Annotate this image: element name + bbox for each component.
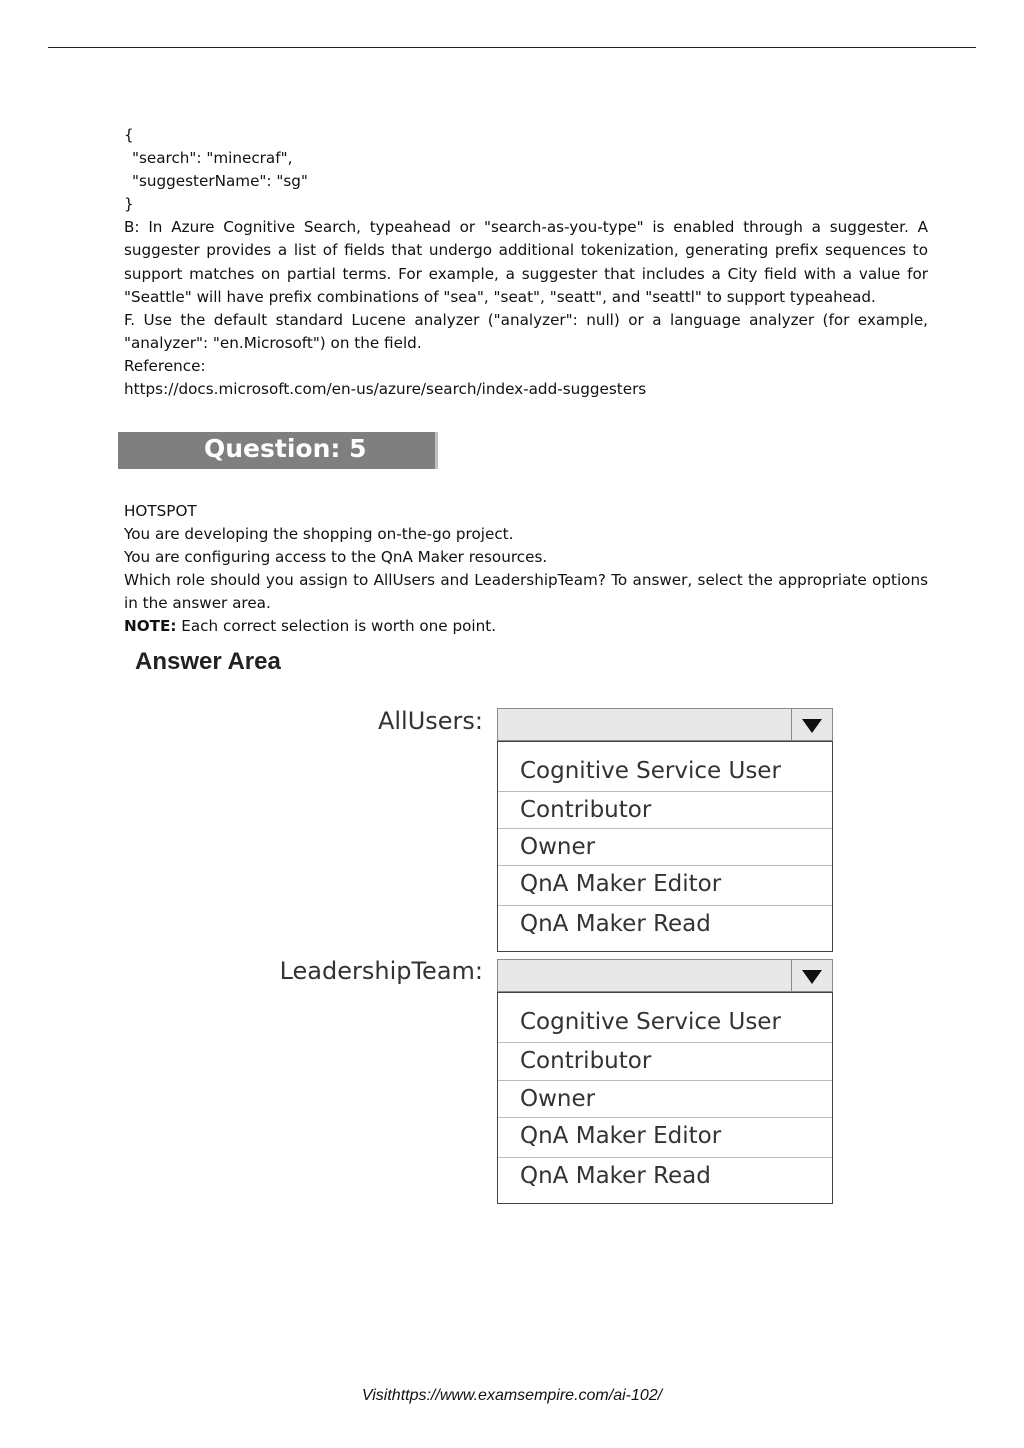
allusers-option[interactable]: Owner	[498, 829, 832, 866]
question-line: You are configuring access to the QnA Maker resources.	[124, 548, 548, 567]
allusers-option[interactable]: Cognitive Service User	[498, 742, 832, 792]
question-prompt: Which role should you assign to AllUsers and LeadershipTeam? To answer, select the appropriate options in the answer area.	[124, 571, 928, 613]
code-line: {	[124, 126, 134, 144]
leadershipteam-dropdown[interactable]	[497, 959, 833, 992]
chevron-down-icon[interactable]	[791, 709, 832, 740]
explanation-paragraph-f: F. Use the default standard Lucene analyzer ("analyzer": null) or a language analyzer (for example, "analyzer": "en.Microsoft") on the field.	[124, 310, 928, 352]
leadershipteam-option[interactable]: Cognitive Service User	[498, 993, 832, 1043]
allusers-options	[497, 741, 833, 952]
question-banner	[118, 432, 438, 469]
allusers-label: AllUsers:	[377, 707, 483, 735]
note-label: NOTE:	[124, 617, 177, 636]
allusers-option[interactable]: QnA Maker Editor	[498, 866, 832, 906]
answer-area-title: Answer Area	[135, 648, 281, 675]
header-rule	[48, 47, 976, 48]
allusers-option[interactable]: Contributor	[498, 792, 832, 829]
code-line: }	[124, 195, 134, 214]
reference-label: Reference:	[124, 356, 206, 375]
previous-answer-explanation	[124, 124, 928, 401]
leadershipteam-label: LeadershipTeam:	[279, 957, 483, 985]
leadershipteam-option[interactable]: Owner	[498, 1081, 832, 1118]
reference-link[interactable]: https://docs.microsoft.com/en-us/azure/search/index-add-suggesters	[124, 380, 647, 399]
leadershipteam-option[interactable]: QnA Maker Editor	[498, 1118, 832, 1158]
code-line: "search": "minecraf",	[132, 149, 293, 168]
code-line: "suggesterName": "sg"	[132, 172, 308, 191]
leadershipteam-option[interactable]: Contributor	[498, 1043, 832, 1081]
allusers-option[interactable]: QnA Maker Read	[520, 911, 711, 937]
question-body	[124, 500, 928, 639]
allusers-dropdown[interactable]	[497, 708, 833, 741]
footer-link[interactable]: Visithttps://www.examsempire.com/ai-102/	[361, 1387, 663, 1404]
chevron-down-icon[interactable]	[791, 960, 832, 991]
question-note	[124, 615, 928, 638]
explanation-paragraph-b: B: In Azure Cognitive Search, typeahead or "search-as-you-type" is enabled through a suggester. A suggester provides a list of fields that undergo additional tokenization, generating prefix sequences to support matches on partial terms. For example, a suggester that includes a City field with a value for "Seattle" will have prefix combinations of "sea", "seat", "seatt", and "seattl" to support typeahead.	[124, 218, 928, 306]
question-type: HOTSPOT	[124, 502, 197, 520]
leadershipteam-option[interactable]: QnA Maker Read	[520, 1163, 711, 1189]
question-line: You are developing the shopping on-the-go project.	[124, 525, 514, 544]
note-text: Each correct selection is worth one point.	[176, 617, 497, 636]
leadershipteam-options	[497, 992, 833, 1204]
question-number: Question: 5	[204, 434, 367, 463]
